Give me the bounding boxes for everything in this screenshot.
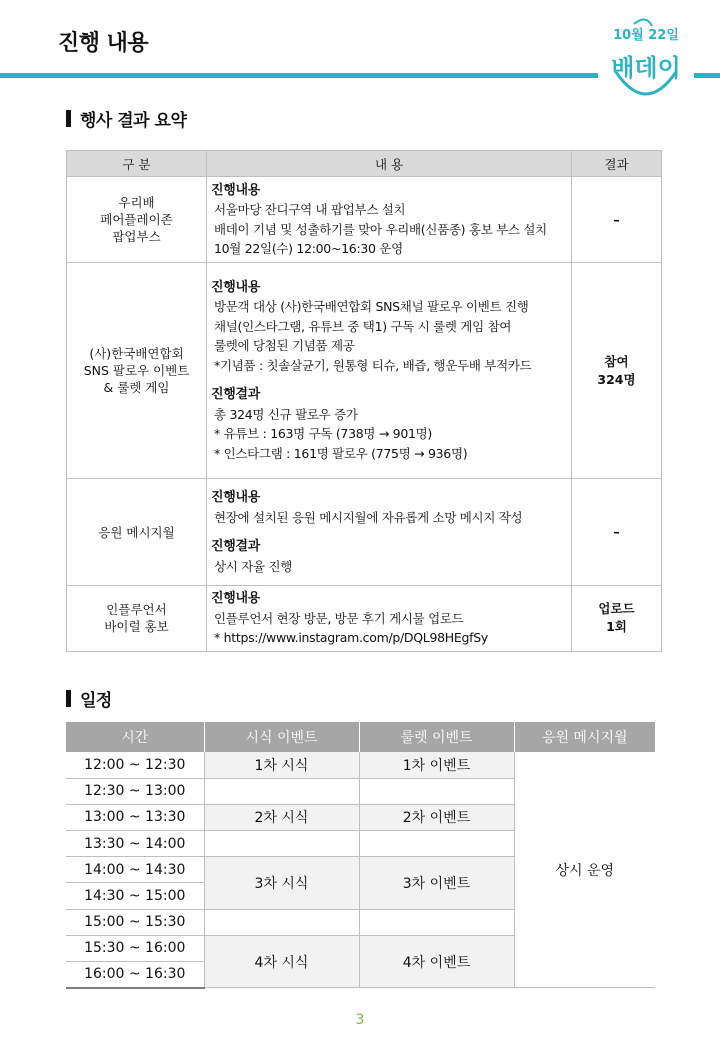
category-cell: 응원 메시지월	[67, 479, 207, 586]
column-header: 구 분	[67, 151, 207, 177]
result-cell: 업로드 1회	[572, 586, 662, 652]
content-line: 채널(인스타그램, 유튜브 중 택1) 구독 시 룰렛 게임 참여	[214, 318, 512, 334]
content-subtitle: 진행내용	[211, 279, 261, 295]
content-line: 배데이 기념 및 성출하기를 맞아 우리배(신품종) 홍보 부스 설치	[214, 221, 547, 237]
content-line: 서울마당 잔디구역 내 팝업부스 설치	[214, 202, 406, 217]
content-line: * https://www.instagram.com/p/DQL98HEgfSy	[214, 630, 488, 645]
logo-name: 배데이	[611, 54, 681, 82]
header-divider	[0, 73, 598, 78]
column-header: 내 용	[207, 151, 572, 177]
summary-table	[66, 150, 662, 652]
table-row	[67, 479, 662, 586]
category-cell: 우리배 페어플레이존 팝업부스	[67, 177, 207, 263]
time-cell: 12:00 ~ 12:30	[66, 752, 204, 778]
tasting-cell	[204, 778, 359, 804]
content-line: 총 324명 신규 팔로우 증가	[214, 406, 358, 422]
tasting-cell: 1차 시식	[204, 752, 359, 778]
logo-date: 10월 22일	[613, 28, 679, 43]
table-row	[67, 586, 662, 652]
roulette-cell: 2차 이벤트	[359, 804, 514, 830]
tasting-cell: 4차 시식	[204, 935, 359, 987]
content-subtitle: 진행내용	[211, 182, 261, 198]
content-line: 인플루언서 현장 방문, 방문 후기 게시물 업로드	[214, 610, 464, 626]
page-title: 진행 내용	[58, 31, 149, 56]
roulette-cell: 1차 이벤트	[359, 752, 514, 778]
time-cell: 12:30 ~ 13:00	[66, 778, 204, 804]
content-subtitle: 진행내용	[211, 490, 261, 505]
time-cell: 13:30 ~ 14:00	[66, 831, 204, 857]
category-cell: 인플루언서 바이럴 홍보	[67, 586, 207, 652]
time-cell: 13:00 ~ 13:30	[66, 804, 204, 830]
table-row	[66, 752, 655, 778]
page-number: 3	[355, 1012, 365, 1028]
category-cell: (사)한국배연합회 SNS 팔로우 이벤트 & 룰렛 게임	[67, 263, 207, 479]
content-subtitle: 진행내용	[211, 591, 261, 606]
result-cell: 참여 324명	[572, 263, 662, 479]
roulette-cell: 4차 이벤트	[359, 935, 514, 987]
time-cell: 14:00 ~ 14:30	[66, 857, 204, 883]
result-cell: –	[572, 177, 662, 263]
column-header: 시식 이벤트	[204, 722, 359, 752]
column-header: 시간	[66, 722, 204, 752]
roulette-cell	[359, 909, 514, 935]
roulette-cell	[359, 831, 514, 857]
content-subtitle: 진행결과	[211, 539, 261, 554]
content-cell	[207, 177, 572, 263]
table-row	[67, 263, 662, 479]
content-line: 현장에 설치된 응원 메시지월에 자유롭게 소망 메시지 작성	[214, 509, 523, 525]
content-cell	[207, 479, 572, 586]
tasting-cell	[204, 909, 359, 935]
content-line: 룰렛에 당첨된 기념품 제공	[214, 338, 355, 354]
time-cell: 16:00 ~ 16:30	[66, 962, 204, 988]
content-line: 10월 22일(수) 12:00~16:30 운영	[214, 241, 403, 256]
heading-bar	[66, 110, 71, 127]
heading-bar	[66, 690, 71, 707]
time-cell: 15:30 ~ 16:00	[66, 935, 204, 961]
roulette-cell	[359, 778, 514, 804]
roulette-cell: 3차 이벤트	[359, 857, 514, 909]
tasting-cell	[204, 831, 359, 857]
baeday-logo	[594, 10, 698, 102]
content-line: * 유튜브 : 163명 구독 (738명 → 901명)	[214, 426, 432, 442]
content-subtitle: 진행결과	[211, 387, 261, 403]
time-cell: 15:00 ~ 15:30	[66, 909, 204, 935]
table-row	[67, 177, 662, 263]
column-header: 룰렛 이벤트	[359, 722, 514, 752]
column-header: 응원 메시지월	[514, 722, 655, 752]
result-cell: –	[572, 479, 662, 586]
schedule-table	[66, 722, 655, 989]
content-line: * 인스타그램 : 161명 팔로우 (775명 → 936명)	[214, 445, 468, 461]
content-cell	[207, 586, 572, 652]
summary-heading-text: 행사 결과 요약	[80, 111, 187, 131]
content-line: 방문객 대상 (사)한국배연합회 SNS채널 팔로우 이벤트 진행	[214, 299, 529, 315]
tasting-cell: 2차 시식	[204, 804, 359, 830]
content-line: *기념품 : 칫솔살균기, 원통형 티슈, 배즙, 행운두배 부적카드	[214, 357, 532, 373]
column-header: 결과	[572, 151, 662, 177]
time-cell: 14:30 ~ 15:00	[66, 883, 204, 909]
summary-heading	[66, 106, 186, 131]
schedule-heading	[66, 686, 112, 711]
tasting-cell: 3차 시식	[204, 857, 359, 909]
schedule-heading-text: 일정	[80, 691, 112, 711]
content-line: 상시 자율 진행	[214, 558, 292, 574]
message-wall-cell: 상시 운영	[514, 752, 655, 988]
content-cell	[207, 263, 572, 479]
